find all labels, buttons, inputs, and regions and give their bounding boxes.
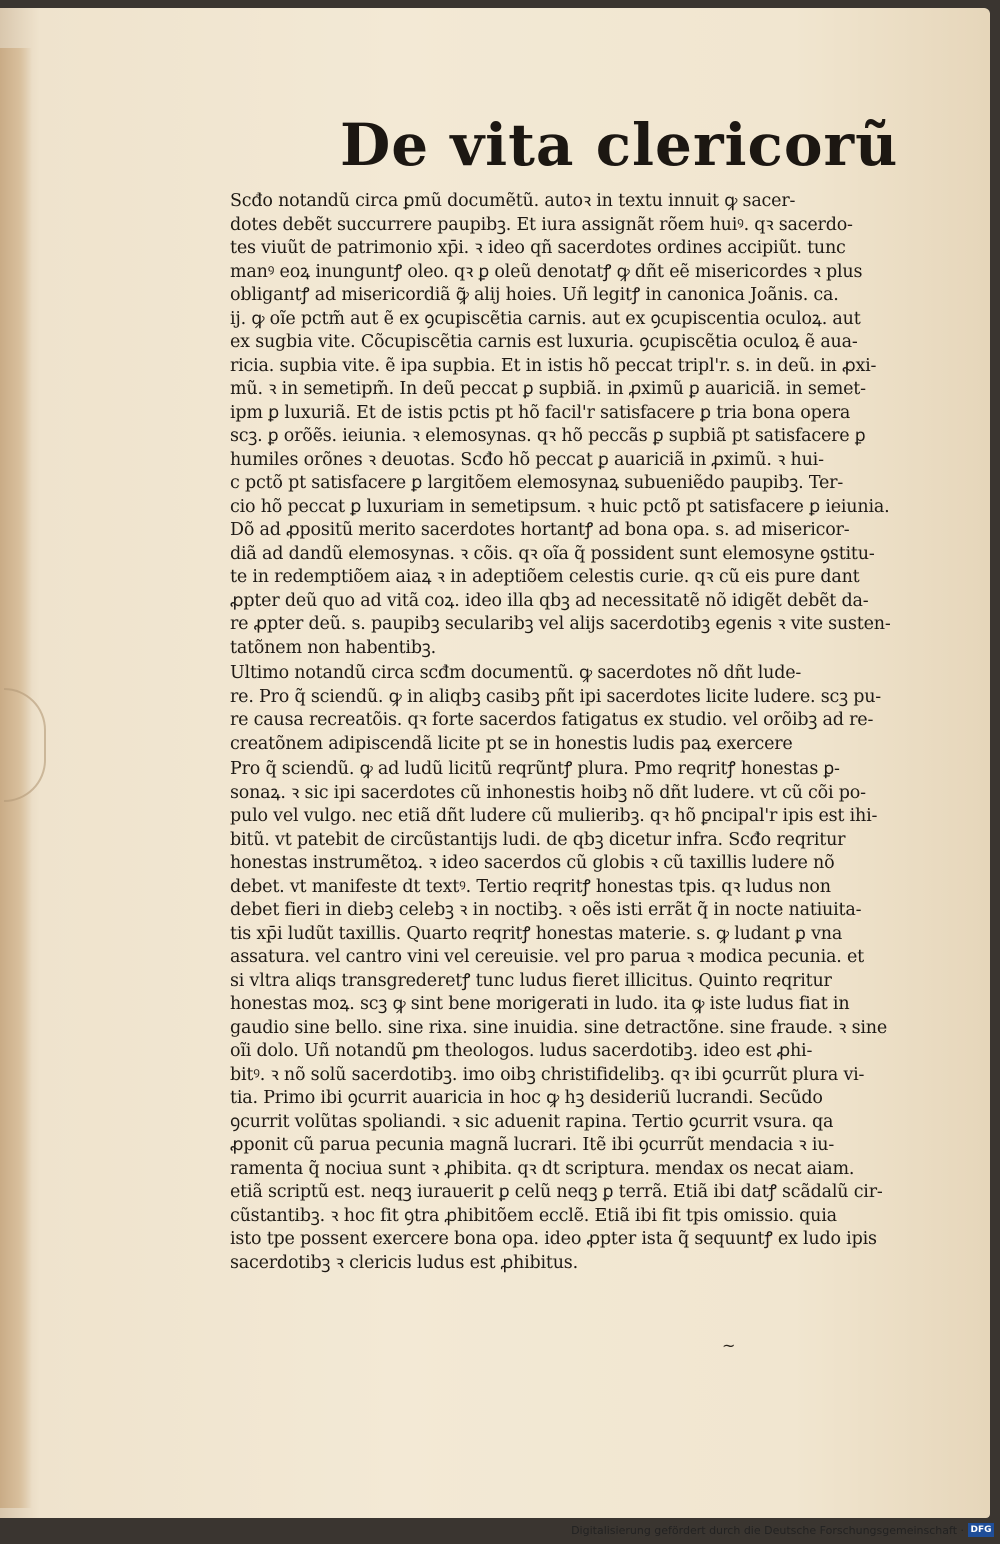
text-line: obligantꝭ ad misericordiã ꝙ̃ alij hoies. Uñ legitꝭ in canonica Joãnis. ca.: [230, 285, 839, 305]
text-line: re causa recreatõis. qꝛ forte sacerdos fatigatus ex studio. vel orõibꝫ ad re-: [230, 710, 874, 730]
text-line: tes viuũt de patrimonio xp̄i. ꝛ ideo qñ sacerdotes ordines accipiũt. tunc: [230, 238, 846, 258]
text-line: honestas moꝝ. scꝫ ꝙ sint bene morigerati in ludo. ita ꝙ iste ludus fiat in: [230, 994, 850, 1014]
text-line: tia. Primo ibi ꝯcurrit auaricia in hoc ꝙ hꝫ desideriũ lucrandi. Secũdo: [230, 1088, 823, 1108]
text-line: ricia. supbia vite. ẽ ipa supbia. Et in istis hõ peccat tripl'r. s. in deũ. in ꝓxi-: [230, 355, 877, 376]
text-line: ꝯcurrit volũtas spoliandi. ꝛ sic aduenit rapina. Tertio ꝯcurrit vsura. qa: [230, 1111, 834, 1132]
text-line: re ꝓpter deũ. s. paupibꝫ secularibꝫ vel alijs sacerdotibꝫ egenis ꝛ vite susten-: [230, 614, 891, 634]
text-line: Pro q̃ sciendũ. ꝙ ad ludũ licitũ reqrũntꝭ plura. Pmo reqritꝭ honestas ꝑ-: [230, 759, 840, 779]
text-block: [230, 190, 930, 1275]
text-line: gaudio sine bello. sine rixa. sine inuidia. sine detractõne. sine fraude. ꝛ sine: [230, 1017, 888, 1038]
text-line: Scđo notandũ circa ꝑmũ documẽtũ. autoꝛ in textu innuit ꝙ sacer-: [230, 191, 796, 211]
text-line: c pctõ pt satisfacere ꝑ largitõem elemosynaꝝ subueniẽdo paupibꝫ. Ter-: [230, 473, 844, 493]
text-line: tatõnem non habentibꝫ.: [230, 637, 436, 658]
text-line: debet fieri in diebꝫ celebꝫ ꝛ in noctibꝫ. ꝛ oẽs isti errãt q̃ in nocte natiuita-: [230, 900, 862, 920]
text-line: honestas instrumẽtoꝝ. ꝛ ideo sacerdos cũ globis ꝛ cũ taxillis ludere nõ: [230, 853, 835, 873]
text-line: ꝓpter deũ quo ad vitã coꝝ. ideo illa qbꝫ ad necessitatẽ nõ idigẽt debẽt da-: [230, 590, 869, 611]
text-line: assatura. vel cantro vini vel cereuisie. vel pro parua ꝛ modica pecunia. et: [230, 947, 864, 967]
text-line: diã ad dandũ elemosynas. ꝛ cõis. qꝛ oĩa q̃ possident sunt elemosyne ꝯstitu-: [230, 543, 875, 564]
text-line: si vltra aliqs transgrederetꝭ tunc ludus fieret illicitus. Quinto reqritur: [230, 970, 832, 991]
printer-mark: ~: [722, 1336, 736, 1355]
text-line: re. Pro q̃ sciendũ. ꝙ in aliqbꝫ casibꝫ pñt ipi sacerdotes licite ludere. scꝫ pu-: [230, 686, 881, 707]
text-line: bitꝰ. ꝛ nõ solũ sacerdotibꝫ. imo oibꝫ christifidelibꝫ. qꝛ ibi ꝯcurrũt plura vi-: [230, 1064, 865, 1085]
text-line: debet. vt manifeste dt textꝰ. Tertio reqritꝭ honestas tpis. qꝛ ludus non: [230, 876, 831, 897]
text-line: cio hõ peccat ꝑ luxuriam in semetipsum. ꝛ huic pctõ pt satisfacere ꝑ ieiunia.: [230, 496, 890, 517]
text-line: pulo vel vulgo. nec etiã dñt ludere cũ mulieribꝫ. qꝛ hõ ꝑncipal'r ipis est ihi-: [230, 806, 878, 826]
text-line: sonaꝝ. ꝛ sic ipi sacerdotes cũ inhonestis hoibꝫ nõ dñt ludere. vt cũ cõi po-: [230, 782, 866, 803]
text-line: oĩi dolo. Uñ notandũ ꝑm theologos. ludus sacerdotibꝫ. ideo est ꝓhi-: [230, 1041, 813, 1061]
text-line: manꝰ eoꝝ inunguntꝭ oleo. qꝛ ꝑ oleũ denotatꝭ ꝙ dñt eẽ misericordes ꝛ plus: [230, 261, 863, 282]
text-line: te in redemptiõem aiaꝝ ꝛ in adeptiõem celestis curie. qꝛ cũ eis pure dant: [230, 567, 860, 587]
page-heading: De vita clericorũ: [340, 111, 899, 179]
text-line: Ultimo notandũ circa scđm documentũ. ꝙ sacerdotes nõ dñt lude-: [230, 663, 802, 683]
text-line: bitũ. vt patebit de circũstantijs ludi. de qbꝫ dicetur infra. Scđo reqritur: [230, 829, 846, 850]
text-line: scꝫ. ꝑ orõẽs. ieiunia. ꝛ elemosynas. qꝛ hõ peccãs ꝑ supbiã pt satisfacere ꝑ: [230, 426, 866, 446]
text-line: sacerdotibꝫ ꝛ clericis ludus est ꝓhibitus.: [230, 1252, 578, 1273]
text-line: ij. ꝙ oĩe pctm̃ aut ẽ ex ꝯcupiscẽtia carnis. aut ex ꝯcupiscentia oculoꝝ. aut: [230, 308, 861, 329]
text-line: ipm ꝑ luxuriã. Et de istis pctis pt hõ facil'r satisfacere ꝑ tria bona opera: [230, 402, 851, 423]
text-line: cũstantibꝫ. ꝛ hoc fit ꝯtra ꝓhibitõem ecclẽ. Etiã ibi fit tpis omissio. quia: [230, 1205, 837, 1226]
funding-credit: Digitalisierung gefördert durch die Deutsche Forschungsgemeinschaft ·: [571, 1524, 964, 1537]
text-line: etiã scriptũ est. neqꝫ iurauerit ꝑ celũ neqꝫ ꝑ terrã. Etiã ibi datꝭ scãdalũ cir-: [230, 1182, 883, 1202]
page-fold-mark: [4, 688, 46, 802]
text-line: mũ. ꝛ in semetipm̃. In deũ peccat ꝑ supbiã. in ꝓximũ ꝑ auariciã. in semet-: [230, 379, 866, 399]
text-line: ex sugbia vite. Cõcupiscẽtia carnis est luxuria. ꝯcupiscẽtia oculoꝝ ẽ aua-: [230, 332, 858, 352]
text-line: isto tpe possent exercere bona opa. ideo ꝓpter ista q̃ sequuntꝭ ex ludo ipis: [230, 1229, 877, 1249]
text-line: creatõnem adipiscendã licite pt se in honestis ludis paꝝ exercere: [230, 733, 793, 754]
text-line: Dõ ad ꝓpositũ merito sacerdotes hortantꝭ ad bona opa. s. ad misericor-: [230, 520, 850, 540]
text-line: ramenta q̃ nociua sunt ꝛ ꝓhibita. qꝛ dt scriptura. mendax os necat aiam.: [230, 1158, 855, 1179]
text-line: dotes debẽt succurrere paupibꝫ. Et iura assignãt rõem huiꝰ. qꝛ sacerdo-: [230, 214, 853, 235]
dfg-logo: DFG: [968, 1523, 994, 1537]
text-line: humiles orõnes ꝛ deuotas. Scđo hõ peccat ꝑ auariciã in ꝓximũ. ꝛ hui-: [230, 449, 824, 470]
text-line: tis xp̄i ludũt taxillis. Quarto reqritꝭ honestas materie. s. ꝙ ludant ꝑ vna: [230, 923, 843, 944]
text-line: ꝓponit cũ parua pecunia magnã lucrari. Itẽ ibi ꝯcurrũt mendacia ꝛ iu-: [230, 1135, 835, 1155]
